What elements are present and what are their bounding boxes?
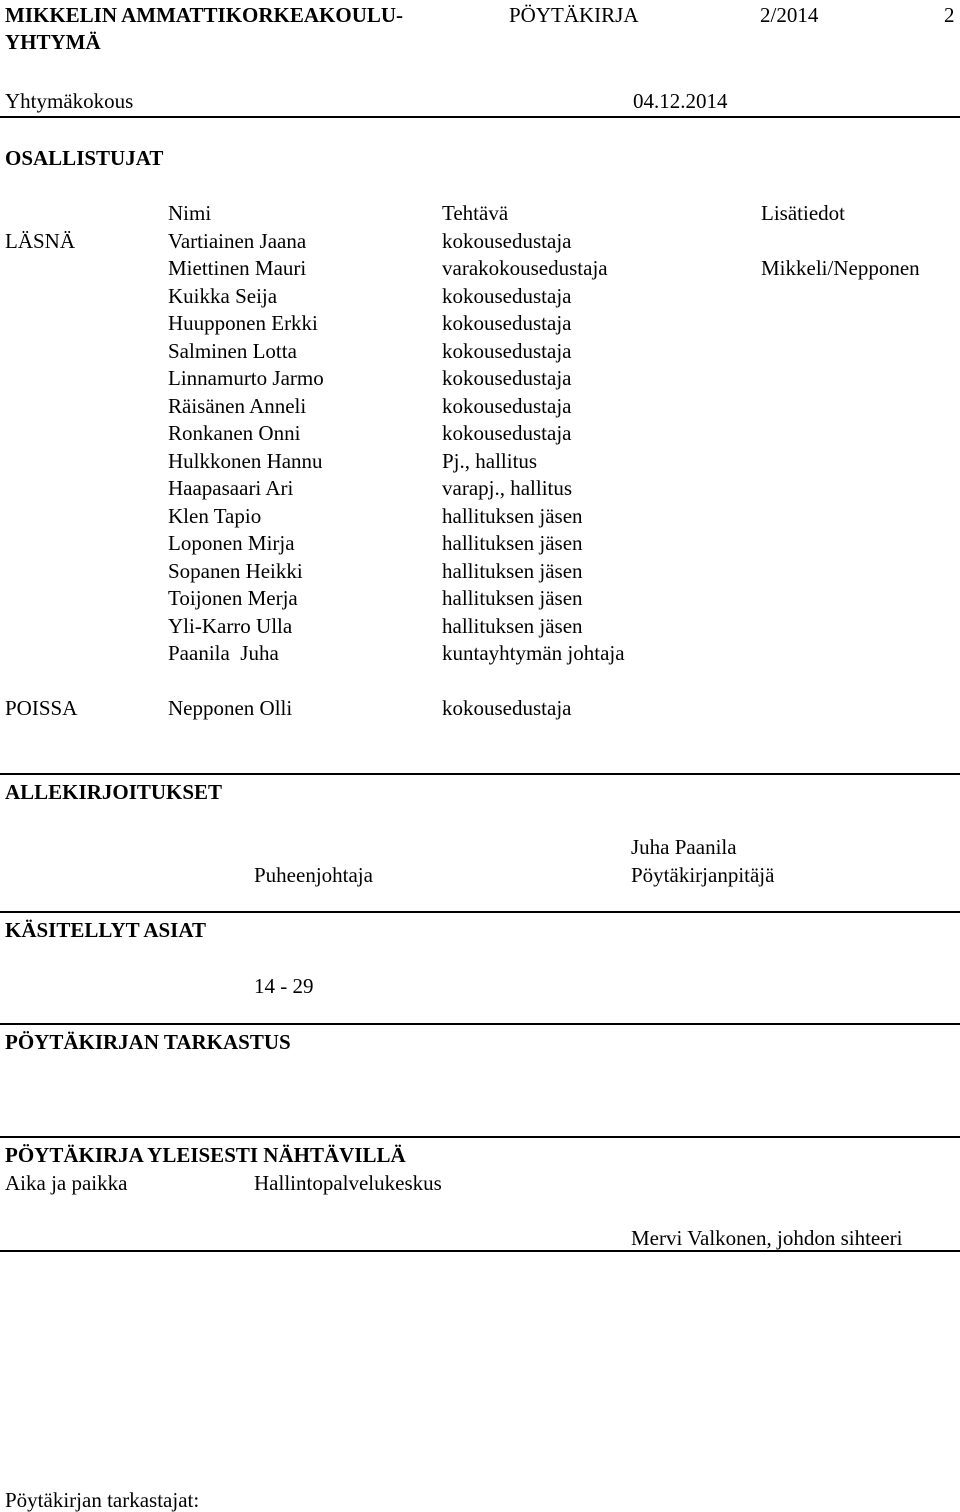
participant-row: [0, 396, 960, 420]
signatures-divider: [0, 773, 960, 775]
participant-row: [0, 643, 960, 667]
participant-row: [0, 588, 960, 612]
participant-role: hallituksen jäsen: [442, 531, 583, 555]
handled-heading: KÄSITELLYT ASIAT: [5, 918, 206, 942]
participant-role: kokousedustaja: [442, 339, 572, 363]
column-header-info: Lisätiedot: [761, 201, 845, 225]
participant-name: Hulkkonen Hannu: [168, 449, 323, 473]
participant-row: [0, 451, 960, 475]
participant-role: kokousedustaja: [442, 394, 572, 418]
public-display-bottom-divider: [0, 1250, 960, 1252]
participant-row: [0, 231, 960, 255]
participant-row: [0, 286, 960, 310]
participant-row: [0, 561, 960, 585]
reviewers-label: Pöytäkirjan tarkastajat:: [5, 1488, 200, 1512]
participant-name: Sopanen Heikki: [168, 559, 303, 583]
time-place-value: Hallintopalvelukeskus: [254, 1171, 442, 1195]
handled-range: 14 - 29: [254, 974, 314, 998]
review-divider: [0, 1023, 960, 1025]
participant-name: Haapasaari Ari: [168, 476, 294, 500]
participants-heading: OSALLISTUJAT: [5, 146, 164, 170]
participant-name: Nepponen Olli: [168, 696, 293, 720]
participant-role: kokousedustaja: [442, 366, 572, 390]
participant-name: Kuikka Seija: [168, 284, 278, 308]
participant-name: Huupponen Erkki: [168, 311, 318, 335]
handled-divider: [0, 911, 960, 913]
meeting-name: Yhtymäkokous: [5, 89, 134, 113]
participant-role: kokousedustaja: [442, 229, 572, 253]
chair-label: Puheenjohtaja: [254, 863, 373, 887]
document-type: PÖYTÄKIRJA: [509, 3, 639, 27]
participant-name: Toijonen Merja: [168, 586, 298, 610]
participant-name: Paanila Juha: [168, 641, 279, 665]
public-display-divider: [0, 1136, 960, 1138]
participant-row: [0, 341, 960, 365]
participant-name: Ronkanen Onni: [168, 421, 301, 445]
header-divider: [0, 116, 960, 118]
participant-role: hallituksen jäsen: [442, 614, 583, 638]
participant-row: [0, 533, 960, 557]
signatures-heading: ALLEKIRJOITUKSET: [5, 780, 223, 804]
participant-name: Vartiainen Jaana: [168, 229, 307, 253]
participant-row: [0, 313, 960, 337]
participant-role: kokousedustaja: [442, 696, 572, 720]
present-label: LÄSNÄ: [5, 229, 76, 253]
participant-name: Loponen Mirja: [168, 531, 295, 555]
participant-name: Klen Tapio: [168, 504, 262, 528]
participant-role: kokousedustaja: [442, 311, 572, 335]
participant-role: varapj., hallitus: [442, 476, 573, 500]
participant-role: kokousedustaja: [442, 421, 572, 445]
review-heading: PÖYTÄKIRJAN TARKASTUS: [5, 1030, 291, 1054]
column-header-role: Tehtävä: [442, 201, 509, 225]
participant-row: [0, 616, 960, 640]
participant-row: [0, 258, 960, 282]
participants-header-row: [0, 203, 960, 227]
organization-name-line2: YHTYMÄ: [5, 30, 101, 54]
meeting-date: 04.12.2014: [633, 89, 728, 113]
time-place-label: Aika ja paikka: [5, 1171, 128, 1195]
participant-name: Miettinen Mauri: [168, 256, 307, 280]
participant-row: [0, 478, 960, 502]
secretary-name: Juha Paanila: [631, 835, 737, 859]
column-header-name: Nimi: [168, 201, 212, 225]
participant-role: varakokousedustaja: [442, 256, 608, 280]
participant-role: Pj., hallitus: [442, 449, 538, 473]
participant-role: kokousedustaja: [442, 284, 572, 308]
participant-role: hallituksen jäsen: [442, 559, 583, 583]
absent-label: POISSA: [5, 696, 78, 720]
display-signer: Mervi Valkonen, johdon sihteeri: [631, 1226, 903, 1250]
participant-info: Mikkeli/Nepponen: [761, 256, 920, 280]
participant-name: Yli-Karro Ulla: [168, 614, 293, 638]
document-number: 2/2014: [760, 3, 819, 27]
participant-name: Räisänen Anneli: [168, 394, 307, 418]
participant-name: Linnamurto Jarmo: [168, 366, 324, 390]
participant-role: hallituksen jäsen: [442, 586, 583, 610]
participant-row: [0, 506, 960, 530]
page-number: 2: [944, 3, 955, 27]
participant-name: Salminen Lotta: [168, 339, 297, 363]
participant-role: hallituksen jäsen: [442, 504, 583, 528]
absent-participant-row: [0, 698, 960, 722]
participant-role: kuntayhtymän johtaja: [442, 641, 625, 665]
organization-name-line1: MIKKELIN AMMATTIKORKEAKOULU-: [5, 3, 404, 27]
participant-row: [0, 368, 960, 392]
participant-row: [0, 423, 960, 447]
public-display-heading: PÖYTÄKIRJA YLEISESTI NÄHTÄVILLÄ: [5, 1143, 406, 1167]
secretary-label: Pöytäkirjanpitäjä: [631, 863, 775, 887]
